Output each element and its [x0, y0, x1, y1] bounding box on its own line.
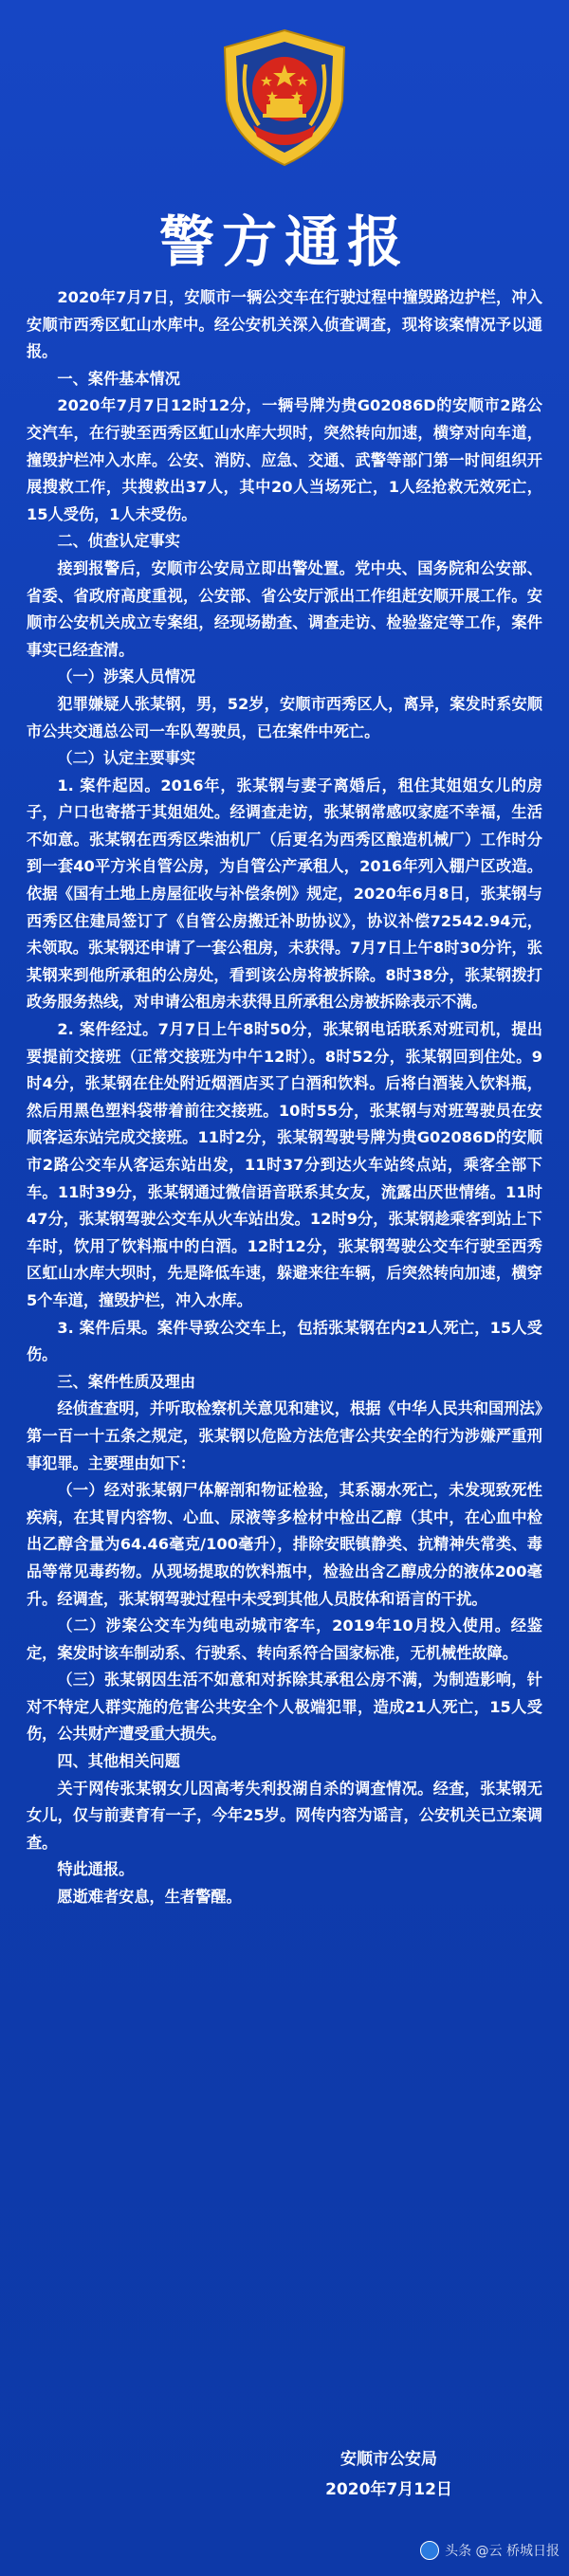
body-paragraph: 犯罪嫌疑人张某钢，男，52岁，安顺市西秀区人，离异，案发时系安顺市公共交通总公司一车队驾驶员，已在案件中死亡。 — [27, 694, 542, 740]
police-emblem-icon — [211, 27, 358, 169]
body-paragraph: 2. 案件经过。7月7日上午8时50分，张某钢电话联系对班司机，提出要提前交接班（正常交接班为中午12时）。8时52分，张某钢回到住处。9时4分，张某钢在住处附近烟酒店买了白酒和饮料。后将白酒装入饮料瓶，然后用黑色塑料袋带着前往交接班。10时55分，张某钢与对班驾驶员在安顺客运东站完成交接班。11时2分，张某钢驾驶号牌为贵G02086D的安顺市2路公交车从客运东站出发，11时37分到达火车站终点站，乘客全部下车。11时39分，张某钢通过微信语音联系其女友，流露出厌世情绪。11时47分，张某钢驾驶公交车从火车站出发。12时9分，张某钢趁乘客到站上下车时，饮用了饮料瓶中的白酒。12时12分，张某钢驾驶公交车行驶至西秀区虹山水库大坝时，先是降低车速，躲避来往车辆，后突然转向加速，横穿5个车道，撞毁护栏，冲入水库。 — [27, 1020, 542, 1309]
section-heading: 三、案件性质及理由 — [57, 1372, 196, 1391]
notice-body — [27, 284, 542, 1911]
watermark-text: 头条 @云 桥城日报 — [445, 2544, 560, 2559]
body-paragraph: 3. 案件后果。案件导致公交车上，包括张某钢在内21人死亡，15人受伤。 — [27, 1318, 542, 1364]
subsection-heading: （一）涉案人员情况 — [57, 667, 196, 686]
section-heading: 二、侦查认定事实 — [57, 532, 180, 551]
body-paragraph: 1. 案件起因。2016年，张某钢与妻子离婚后，租住其姐姐女儿的房子，户口也寄搭于其姐姐处。经调查走访，张某钢常感叹家庭不幸福，生活不如意。张某钢在西秀区柴油机厂（后更名为西秀区酿造机械厂）工作时分到一套40平方米自管公房，为自管公产承租人，2016年列入棚户区改造。依据《国有土地上房屋征收与补偿条例》规定，2020年6月8日，张某钢与西秀区住建局签订了《自管公房搬迁补助协议》，协议补偿72542.94元，未领取。张某钢还申请了一套公租房，未获得。7月7日上午8时30分许，张某钢来到他所承租的公房处，看到该公房将被拆除。8时38分，张某钢拨打政务服务热线，对申请公租房未获得且所承租公房被拆除表示不满。 — [27, 776, 542, 1012]
body-paragraph: 关于网传张某钢女儿因高考失利投湖自杀的调查情况。经查，张某钢无女儿，仅与前妻育有一子，今年25岁。网传内容为谣言，公安机关已立案调查。 — [27, 1779, 542, 1852]
subsection-heading: （二）认定主要事实 — [57, 749, 196, 768]
body-paragraph: （二）涉案公交车为纯电动城市客车，2019年10月投入使用。经鉴定，案发时该车制动系、行驶系、转向系符合国家标准，无机械性故障。 — [27, 1617, 542, 1662]
watermark-logo-icon — [420, 2541, 439, 2560]
signature-block — [275, 2444, 503, 2505]
body-paragraph: （一）经对张某钢尸体解剖和物证检验，其系溺水死亡，未发现致死性疾病，在其胃内容物、心血、尿液等多检材中检出乙醇（其中，在心血中检出乙醇含量为64.46毫克/100毫升），排除安眠镇静类、抗精神失常类、毒品等常见毒药物。从现场提取的饮料瓶中，检验出含乙醇成分的液体200毫升。经调查，张某钢驾驶过程中未受到其他人员肢体和语言的干扰。 — [27, 1481, 542, 1608]
closing-line: 愿逝难者安息，生者警醒。 — [57, 1888, 242, 1907]
closing-line: 特此通报。 — [57, 1860, 135, 1879]
issue-date: 2020年7月12日 — [325, 2480, 452, 2499]
section-heading: 一、案件基本情况 — [57, 369, 180, 388]
issuer-name: 安顺市公安局 — [340, 2450, 437, 2469]
notice-title: 警方通报 — [158, 210, 410, 274]
body-paragraph: （三）张某钢因生活不如意和对拆除其承租公房不满，为制造影响，针对不特定人群实施的危害公共安全个人极端犯罪，造成21人死亡，15人受伤，公共财产遭受重大损失。 — [27, 1671, 542, 1744]
body-paragraph: 2020年7月7日12时12分，一辆号牌为贵G02086D的安顺市2路公交汽车，在行驶至西秀区虹山水库大坝时，突然转向加速，横穿对向车道，撞毁护栏冲入水库。公安、消防、应急、交通、武警等部门第一时间组织开展搜救工作，共搜救出37人，其中20人当场死亡，1人经抢救无效死亡，15人受伤，1人未受伤。 — [27, 396, 542, 523]
intro-paragraph: 2020年7月7日，安顺市一辆公交车在行驶过程中撞毁路边护栏，冲入安顺市西秀区虹山水库中。经公安机关深入侦查调查，现将该案情况予以通报。 — [27, 288, 542, 361]
body-paragraph: 经侦查查明，并听取检察机关意见和建议，根据《中华人民共和国刑法》第一百一十五条之规定，张某钢以危险方法危害公共安全的行为涉嫌严重刑事犯罪。主要理由如下： — [27, 1399, 542, 1472]
watermark — [420, 2538, 560, 2563]
section-heading: 四、其他相关问题 — [57, 1752, 180, 1771]
body-paragraph: 接到报警后，安顺市公安局立即出警处置。党中央、国务院和公安部、省委、省政府高度重视，公安部、省公安厅派出工作组赶安顺开展工作。安顺市公安机关成立专案组，经现场勘查、调查走访、检验鉴定等工作，案件事实已经查清。 — [27, 558, 542, 659]
